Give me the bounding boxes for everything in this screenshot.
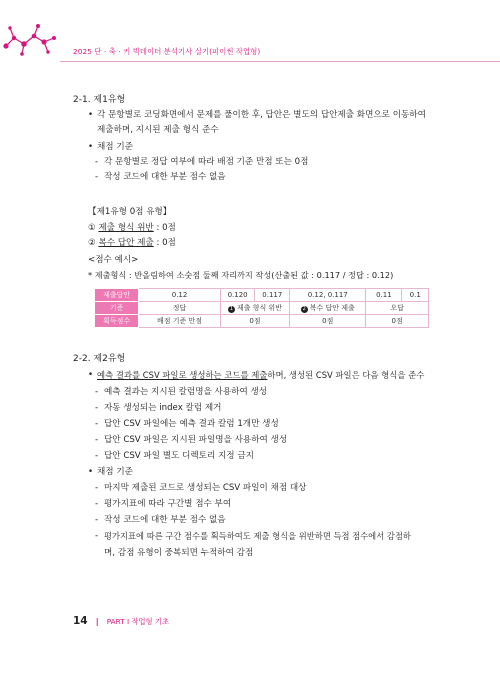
bullet-icon: • — [88, 110, 94, 120]
table-cell: 0점 — [290, 315, 366, 328]
table-cell: 0.12 — [139, 289, 220, 302]
circled-number-2-icon: 2 — [302, 306, 306, 312]
dash-icon: - — [95, 172, 99, 182]
dash-icon: - — [95, 483, 99, 493]
dash-icon: - — [95, 515, 99, 525]
table-cell: 0.12, 0.117 — [290, 289, 366, 302]
type2-dash3: 답안 CSV 파일에는 예측 결과 칼럼 1개만 생성 — [104, 419, 279, 429]
table-cell: 오답 — [366, 302, 429, 315]
dash-icon: - — [95, 387, 99, 397]
type1-bullet1-line1: 각 문항별로 코딩화면에서 문제를 풀이한 후, 답안은 별도의 답안제출 화면으로 이동하여 — [97, 110, 426, 120]
zero-item-2-score: : 0점 — [153, 238, 176, 248]
section-heading-type1: 2-1. 제1유형 — [73, 95, 126, 105]
dash-icon: - — [95, 435, 99, 445]
table-cell-text: 제출 형식 위반 — [236, 304, 282, 312]
table-cell-text: 복수 답안 제출 — [309, 304, 355, 312]
table-cell: 0점 — [220, 315, 289, 328]
header-network-decoration — [0, 0, 75, 62]
table-cell — [220, 302, 289, 315]
zero-item-2 — [88, 237, 176, 249]
circled-number-2: ② — [88, 238, 96, 248]
table-cell — [290, 302, 366, 315]
type1-bullet1-line2: 제출하며, 지시된 제출 형식 준수 — [97, 125, 219, 135]
page-number: 14 — [73, 615, 88, 627]
type2-eval1: 마지막 제출된 코드로 생성되는 CSV 파일이 채점 대상 — [104, 483, 307, 493]
running-header-title: 2025 단 · 축 · 키 빅데이터 분석기사 실기(피이썬 작업형) — [73, 47, 261, 56]
circled-number-1-icon: 1 — [229, 306, 234, 312]
circled-number-1: ① — [88, 223, 96, 233]
footer-separator: | — [95, 617, 99, 626]
table-row — [95, 289, 429, 302]
dash-icon: - — [95, 419, 99, 429]
zero-item-1-score: : 0점 — [153, 223, 176, 233]
type2-eval2: 평가지표에 따라 구간별 점수 부여 — [104, 499, 232, 509]
type2-dash5: 답안 CSV 파일 별도 디렉토리 지정 금지 — [104, 451, 254, 461]
type2-eval4-line1: 평가지표에 따른 구간 점수를 획득하여도 제출 형식을 위반하면 득점 점수에서 감점하 — [104, 531, 411, 541]
type2-bullet1-underlined: 예측 결과를 CSV 파일로 생성하는 코드를 제출 — [97, 370, 268, 380]
page-footer — [73, 609, 169, 628]
dash-icon: - — [95, 531, 99, 541]
footer-part-label: PART Ⅰ 작업형 기초 — [106, 617, 170, 626]
type2-dash1: 예측 결과는 지시된 칼럼명을 사용하여 생성 — [104, 387, 268, 397]
row-header-score: 획득점수 — [95, 315, 139, 328]
table-cell: 0.120 — [220, 289, 255, 302]
row-header-criteria: 기준 — [95, 302, 139, 315]
bullet-icon: • — [88, 370, 94, 380]
type2-dash2: 자동 생성되는 index 칼럼 제거 — [104, 403, 222, 413]
type1-bullet2: 채점 기준 — [97, 142, 133, 152]
row-header-answer: 제출답안 — [95, 289, 139, 302]
table-cell: 배점 기준 만점 — [139, 315, 220, 328]
table-cell: 0.11 — [366, 289, 402, 302]
table-cell: 0.117 — [255, 289, 290, 302]
section-heading-type2: 2-2. 제2유형 — [73, 354, 126, 364]
type2-bullet2: 채점 기준 — [97, 467, 133, 477]
score-example-note: * 제출형식 : 반올림하여 소숫점 둘째 자리까지 작성(산출된 값 : 0.117 / 정답 : 0.12) — [88, 270, 394, 280]
dash-icon: - — [95, 157, 99, 167]
bullet-icon: • — [88, 467, 94, 477]
zero-item-1 — [88, 222, 176, 234]
header-divider — [60, 61, 500, 62]
dash-icon: - — [95, 403, 99, 413]
type2-bullet1-rest: 하며, 생성된 CSV 파일은 다음 형식을 준수 — [267, 370, 425, 380]
type2-eval3: 작성 코드에 대한 부분 점수 없음 — [104, 515, 226, 525]
zero-point-title: 【제1유형 0점 유형】 — [88, 207, 172, 217]
type1-dash2: 작성 코드에 대한 부분 점수 없음 — [104, 172, 226, 182]
table-row — [95, 315, 429, 328]
dash-icon: - — [95, 499, 99, 509]
table-cell: 정답 — [139, 302, 220, 315]
zero-item-1-label: 제출 형식 위반 — [98, 223, 154, 233]
table-cell: 0점 — [366, 315, 429, 328]
type2-dash4: 답안 CSV 파일은 지시된 파일명을 사용하여 생성 — [104, 435, 288, 445]
dash-icon: - — [95, 451, 99, 461]
zero-item-2-label: 복수 답안 제출 — [98, 238, 154, 248]
type1-dash1: 각 문항별로 정답 여부에 따라 배점 기준 만점 또는 0점 — [104, 157, 309, 167]
bullet-icon: • — [88, 142, 94, 152]
score-example-table — [94, 288, 429, 328]
score-example-title: <점수 예시> — [88, 255, 139, 265]
type2-eval4-line2: 며, 감점 유형이 중복되면 누적하여 감점 — [104, 548, 254, 558]
table-row — [95, 302, 429, 315]
type2-bullet1 — [97, 369, 424, 381]
table-cell: 0.1 — [402, 289, 429, 302]
